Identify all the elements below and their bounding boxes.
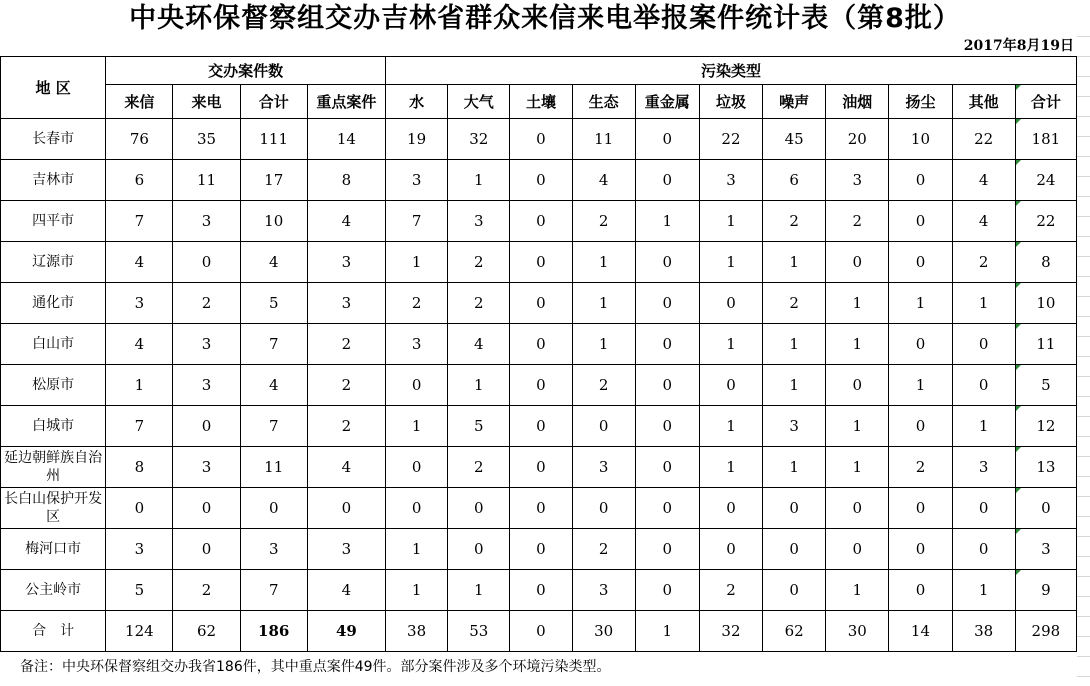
cases-group-header: 交办案件数: [106, 57, 386, 85]
value-cell: 2: [448, 242, 510, 283]
region-header: 地 区: [1, 57, 106, 119]
value-cell: 0: [635, 119, 699, 160]
value-cell: 3: [826, 160, 889, 201]
value-cell: 1: [448, 160, 510, 201]
value-cell: 6: [106, 160, 173, 201]
value-cell: 30: [572, 611, 635, 652]
region-cell: 合 计: [1, 611, 106, 652]
value-cell: 0: [826, 365, 889, 406]
value-cell: 4: [240, 242, 307, 283]
value-cell: 7: [240, 406, 307, 447]
statistics-table: [0, 56, 1077, 652]
table-row: [1, 242, 1077, 283]
region-cell: 四平市: [1, 201, 106, 242]
case-col-header: 来信: [106, 85, 173, 119]
value-cell: 0: [699, 488, 762, 529]
value-cell: 9: [1015, 570, 1076, 611]
value-cell: 1: [952, 406, 1015, 447]
value-cell: 1: [763, 324, 826, 365]
value-cell: 3: [173, 447, 240, 488]
value-cell: 2: [572, 529, 635, 570]
value-cell: 2: [699, 570, 762, 611]
value-cell: 0: [448, 488, 510, 529]
value-cell: 4: [106, 324, 173, 365]
value-cell: 3: [307, 242, 385, 283]
table-row: [1, 529, 1077, 570]
value-cell: 298: [1015, 611, 1076, 652]
sheet-grid-margin: [1077, 36, 1090, 686]
value-cell: 0: [889, 160, 952, 201]
value-cell: 14: [889, 611, 952, 652]
value-cell: 22: [1015, 201, 1076, 242]
page-title: 中央环保督察组交办吉林省群众来信来电举报案件统计表（第8批）: [129, 3, 961, 34]
case-col-header: 合计: [240, 85, 307, 119]
value-cell: 24: [1015, 160, 1076, 201]
value-cell: 3: [173, 201, 240, 242]
value-cell: 0: [173, 529, 240, 570]
value-cell: 0: [510, 201, 572, 242]
pollution-col-header: 重金属: [635, 85, 699, 119]
value-cell: 3: [699, 160, 762, 201]
value-cell: 0: [572, 406, 635, 447]
value-cell: 2: [386, 283, 448, 324]
table-row: [1, 324, 1077, 365]
region-cell: 吉林市: [1, 160, 106, 201]
value-cell: 1: [826, 324, 889, 365]
value-cell: 4: [307, 570, 385, 611]
value-cell: 0: [889, 242, 952, 283]
region-cell: 梅河口市: [1, 529, 106, 570]
value-cell: 0: [699, 283, 762, 324]
value-cell: 35: [173, 119, 240, 160]
value-cell: 3: [572, 570, 635, 611]
region-cell: 通化市: [1, 283, 106, 324]
value-cell: 3: [1015, 529, 1076, 570]
value-cell: 11: [240, 447, 307, 488]
value-cell: 32: [699, 611, 762, 652]
value-cell: 0: [510, 406, 572, 447]
value-cell: 2: [173, 283, 240, 324]
value-cell: 1: [448, 365, 510, 406]
value-cell: 49: [307, 611, 385, 652]
value-cell: 1: [889, 283, 952, 324]
region-cell: 白城市: [1, 406, 106, 447]
value-cell: 0: [763, 488, 826, 529]
value-cell: 0: [448, 529, 510, 570]
value-cell: 4: [240, 365, 307, 406]
pollution-col-header: 大气: [448, 85, 510, 119]
value-cell: 0: [510, 447, 572, 488]
value-cell: 0: [826, 242, 889, 283]
value-cell: 32: [448, 119, 510, 160]
value-cell: 0: [510, 488, 572, 529]
table-row: [1, 447, 1077, 488]
region-cell: 延边朝鲜族自治州: [1, 447, 106, 488]
value-cell: 0: [572, 488, 635, 529]
value-cell: 0: [635, 447, 699, 488]
table-row: [1, 283, 1077, 324]
value-cell: 0: [889, 201, 952, 242]
value-cell: 0: [510, 119, 572, 160]
value-cell: 0: [889, 406, 952, 447]
value-cell: 38: [952, 611, 1015, 652]
value-cell: 0: [699, 365, 762, 406]
value-cell: 0: [952, 365, 1015, 406]
table-row: [1, 406, 1077, 447]
value-cell: 1: [572, 324, 635, 365]
value-cell: 11: [173, 160, 240, 201]
pollution-group-header: 污染类型: [386, 57, 1077, 85]
value-cell: 2: [307, 406, 385, 447]
value-cell: 7: [240, 570, 307, 611]
value-cell: 0: [889, 324, 952, 365]
value-cell: 17: [240, 160, 307, 201]
value-cell: 76: [106, 119, 173, 160]
value-cell: 0: [635, 488, 699, 529]
value-cell: 22: [952, 119, 1015, 160]
value-cell: 1: [386, 406, 448, 447]
value-cell: 1: [889, 365, 952, 406]
value-cell: 0: [386, 447, 448, 488]
pollution-col-header: 土壤: [510, 85, 572, 119]
value-cell: 2: [572, 201, 635, 242]
value-cell: 0: [635, 406, 699, 447]
table-row: [1, 488, 1077, 529]
region-cell: 松原市: [1, 365, 106, 406]
value-cell: 3: [572, 447, 635, 488]
value-cell: 0: [173, 406, 240, 447]
value-cell: 2: [763, 201, 826, 242]
value-cell: 1: [635, 201, 699, 242]
region-cell: 公主岭市: [1, 570, 106, 611]
value-cell: 11: [572, 119, 635, 160]
value-cell: 4: [952, 201, 1015, 242]
value-cell: 45: [763, 119, 826, 160]
value-cell: 20: [826, 119, 889, 160]
value-cell: 0: [173, 488, 240, 529]
value-cell: 0: [889, 570, 952, 611]
table-row: [1, 570, 1077, 611]
value-cell: 2: [889, 447, 952, 488]
value-cell: 4: [448, 324, 510, 365]
value-cell: 53: [448, 611, 510, 652]
pollution-col-header: 生态: [572, 85, 635, 119]
value-cell: 0: [510, 611, 572, 652]
value-cell: 1: [572, 242, 635, 283]
value-cell: 4: [572, 160, 635, 201]
value-cell: 8: [307, 160, 385, 201]
pollution-col-header: 垃圾: [699, 85, 762, 119]
value-cell: 2: [173, 570, 240, 611]
value-cell: 1: [826, 283, 889, 324]
region-cell: 白山市: [1, 324, 106, 365]
value-cell: 0: [510, 570, 572, 611]
region-cell: 长白山保护开发区: [1, 488, 106, 529]
value-cell: 0: [635, 160, 699, 201]
value-cell: 1: [572, 283, 635, 324]
value-cell: 0: [1015, 488, 1076, 529]
value-cell: 2: [307, 324, 385, 365]
value-cell: 0: [635, 242, 699, 283]
value-cell: 0: [952, 324, 1015, 365]
pollution-col-header: 其他: [952, 85, 1015, 119]
value-cell: 1: [826, 570, 889, 611]
value-cell: 1: [699, 447, 762, 488]
value-cell: 0: [826, 488, 889, 529]
value-cell: 1: [826, 406, 889, 447]
value-cell: 14: [307, 119, 385, 160]
value-cell: 0: [510, 365, 572, 406]
value-cell: 0: [510, 529, 572, 570]
value-cell: 0: [635, 570, 699, 611]
value-cell: 4: [307, 447, 385, 488]
value-cell: 6: [763, 160, 826, 201]
value-cell: 1: [386, 242, 448, 283]
value-cell: 3: [106, 283, 173, 324]
value-cell: 1: [635, 611, 699, 652]
pollution-col-header: 水: [386, 85, 448, 119]
pollution-col-header: 扬尘: [889, 85, 952, 119]
value-cell: 3: [106, 529, 173, 570]
value-cell: 8: [106, 447, 173, 488]
value-cell: 4: [952, 160, 1015, 201]
value-cell: 2: [952, 242, 1015, 283]
value-cell: 8: [1015, 242, 1076, 283]
value-cell: 0: [889, 488, 952, 529]
value-cell: 7: [386, 201, 448, 242]
value-cell: 1: [952, 570, 1015, 611]
value-cell: 5: [106, 570, 173, 611]
value-cell: 2: [572, 365, 635, 406]
report-date: 2017年8月19日: [963, 38, 1074, 54]
value-cell: 3: [173, 324, 240, 365]
value-cell: 1: [952, 283, 1015, 324]
value-cell: 0: [106, 488, 173, 529]
value-cell: 181: [1015, 119, 1076, 160]
pollution-col-header: 噪声: [763, 85, 826, 119]
value-cell: 0: [952, 529, 1015, 570]
value-cell: 0: [952, 488, 1015, 529]
value-cell: 10: [1015, 283, 1076, 324]
value-cell: 0: [763, 529, 826, 570]
value-cell: 3: [448, 201, 510, 242]
value-cell: 1: [699, 201, 762, 242]
value-cell: 7: [106, 406, 173, 447]
value-cell: 5: [1015, 365, 1076, 406]
value-cell: 5: [240, 283, 307, 324]
value-cell: 0: [635, 324, 699, 365]
value-cell: 1: [448, 570, 510, 611]
value-cell: 1: [106, 365, 173, 406]
value-cell: 10: [240, 201, 307, 242]
value-cell: 7: [106, 201, 173, 242]
region-cell: 长春市: [1, 119, 106, 160]
value-cell: 3: [307, 283, 385, 324]
case-col-header: 来电: [173, 85, 240, 119]
value-cell: 2: [763, 283, 826, 324]
value-cell: 3: [307, 529, 385, 570]
value-cell: 3: [763, 406, 826, 447]
value-cell: 1: [763, 365, 826, 406]
pollution-col-header: 油烟: [826, 85, 889, 119]
value-cell: 3: [952, 447, 1015, 488]
footnote: 备注：中央环保督察组交办我省186件，其中重点案件49件。部分案件涉及多个环境污染类型。: [20, 659, 611, 675]
value-cell: 62: [173, 611, 240, 652]
value-cell: 1: [699, 242, 762, 283]
value-cell: 1: [763, 242, 826, 283]
value-cell: 3: [173, 365, 240, 406]
value-cell: 0: [889, 529, 952, 570]
pollution-col-header: 合计: [1015, 85, 1076, 119]
value-cell: 3: [386, 324, 448, 365]
table-row: [1, 201, 1077, 242]
value-cell: 186: [240, 611, 307, 652]
value-cell: 0: [386, 365, 448, 406]
value-cell: 2: [826, 201, 889, 242]
value-cell: 12: [1015, 406, 1076, 447]
table-row: [1, 119, 1077, 160]
value-cell: 0: [763, 570, 826, 611]
value-cell: 13: [1015, 447, 1076, 488]
table-row: [1, 365, 1077, 406]
value-cell: 0: [635, 529, 699, 570]
total-row: [1, 611, 1077, 652]
value-cell: 0: [307, 488, 385, 529]
value-cell: 2: [448, 283, 510, 324]
value-cell: 0: [699, 529, 762, 570]
case-col-header: 重点案件: [307, 85, 385, 119]
value-cell: 1: [699, 406, 762, 447]
value-cell: 0: [510, 160, 572, 201]
value-cell: 0: [510, 324, 572, 365]
region-cell: 辽源市: [1, 242, 106, 283]
value-cell: 4: [106, 242, 173, 283]
value-cell: 3: [386, 160, 448, 201]
value-cell: 5: [448, 406, 510, 447]
value-cell: 38: [386, 611, 448, 652]
value-cell: 22: [699, 119, 762, 160]
value-cell: 1: [386, 570, 448, 611]
value-cell: 10: [889, 119, 952, 160]
value-cell: 62: [763, 611, 826, 652]
value-cell: 30: [826, 611, 889, 652]
value-cell: 124: [106, 611, 173, 652]
value-cell: 0: [635, 365, 699, 406]
value-cell: 0: [510, 283, 572, 324]
value-cell: 0: [173, 242, 240, 283]
value-cell: 1: [699, 324, 762, 365]
value-cell: 2: [307, 365, 385, 406]
value-cell: 0: [635, 283, 699, 324]
value-cell: 0: [240, 488, 307, 529]
value-cell: 19: [386, 119, 448, 160]
value-cell: 0: [386, 488, 448, 529]
value-cell: 3: [240, 529, 307, 570]
value-cell: 1: [826, 447, 889, 488]
value-cell: 0: [826, 529, 889, 570]
value-cell: 7: [240, 324, 307, 365]
value-cell: 2: [448, 447, 510, 488]
table-row: [1, 160, 1077, 201]
value-cell: 11: [1015, 324, 1076, 365]
value-cell: 1: [386, 529, 448, 570]
value-cell: 111: [240, 119, 307, 160]
value-cell: 1: [763, 447, 826, 488]
value-cell: 4: [307, 201, 385, 242]
value-cell: 0: [510, 242, 572, 283]
